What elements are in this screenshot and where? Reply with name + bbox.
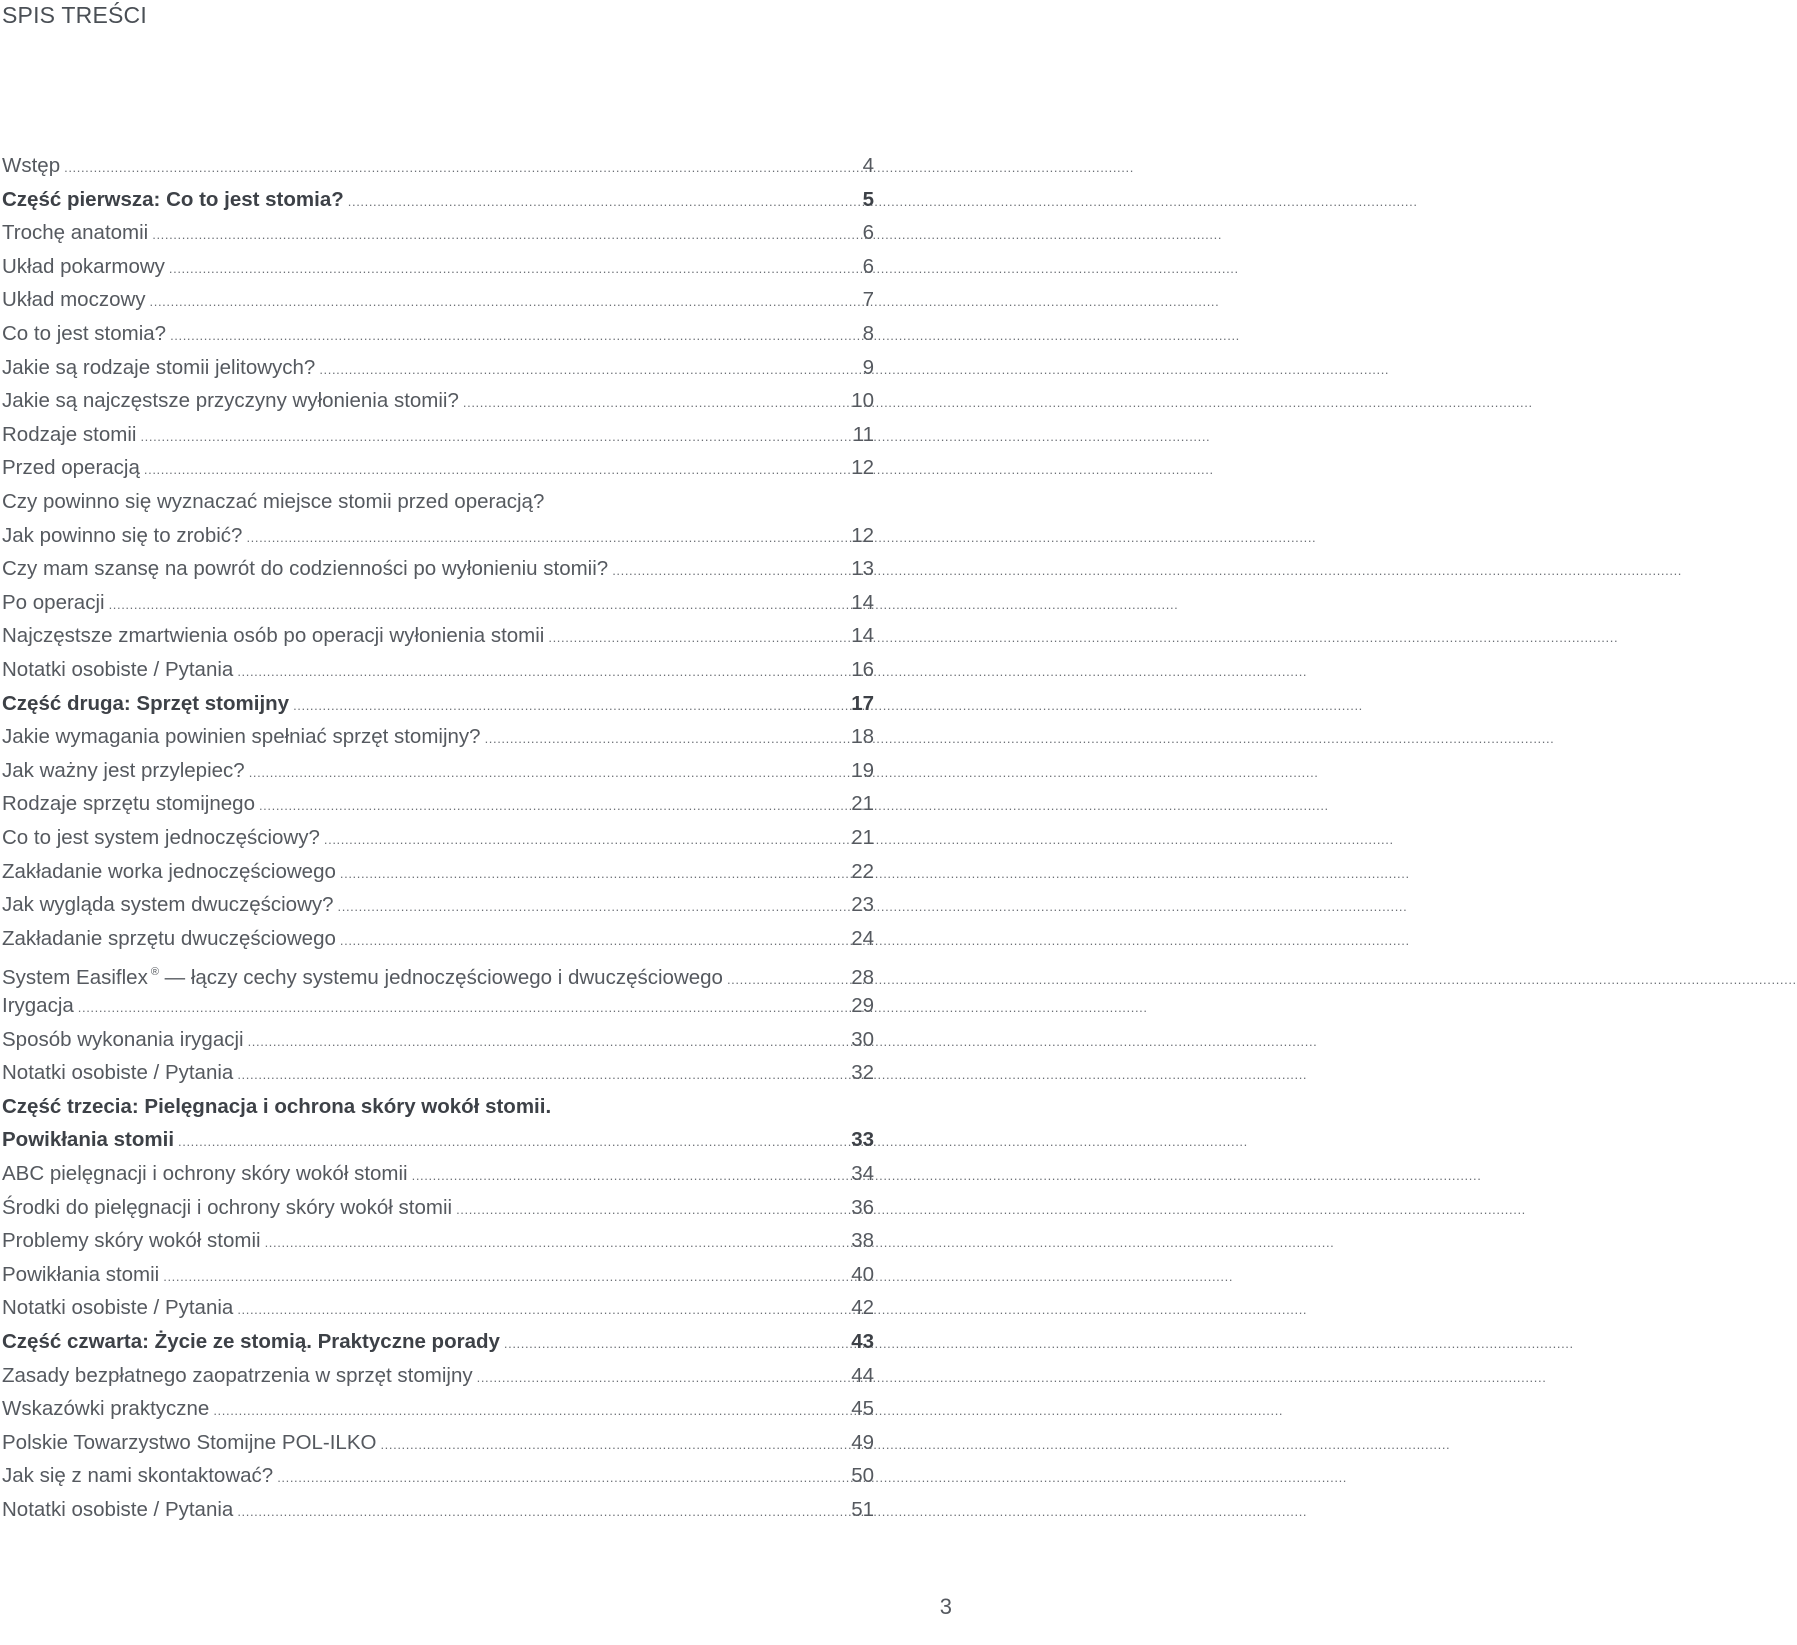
- dot-leader: [237, 657, 846, 687]
- toc-entry[interactable]: [2, 218, 874, 248]
- toc-entry-label: [2, 285, 146, 315]
- toc-entry-page: 6: [862, 221, 874, 245]
- toc-entry-title: Po operacji: [2, 590, 105, 614]
- dot-leader: [152, 220, 846, 250]
- toc-entry-title: Jakie wymagania powinien spełniać sprzęt stomijny?: [2, 725, 481, 749]
- toc-entry-label: [2, 1495, 233, 1525]
- toc-entry-title: Rodzaje stomii: [2, 422, 137, 446]
- toc-entry[interactable]: [2, 890, 874, 920]
- dot-leader: [485, 724, 846, 754]
- toc-entry-page: 19: [851, 758, 874, 782]
- toc-entry-title: Jakie są najczęstsze przyczyny wyłonienia stomii?: [2, 389, 459, 413]
- toc-entry-page: 30: [851, 1027, 874, 1051]
- dot-leader: [150, 287, 846, 317]
- toc-entry-title: Sposób wykonania irygacji: [2, 1027, 244, 1051]
- toc-entry-title: Wskazówki praktyczne: [2, 1397, 210, 1421]
- toc-entry[interactable]: [2, 386, 874, 416]
- toc-entry-label: [2, 1327, 500, 1357]
- toc-entry[interactable]: [2, 151, 874, 181]
- toc-entry-label: [2, 1058, 233, 1088]
- toc-entry-title: System Easiflex: [2, 966, 148, 990]
- toc-entry-label: [2, 386, 459, 416]
- toc-entry-page: 36: [851, 1195, 874, 1219]
- toc-entry[interactable]: [2, 655, 874, 685]
- toc-entry[interactable]: [2, 453, 874, 483]
- toc-entry-page: 40: [851, 1262, 874, 1286]
- toc-entry[interactable]: [2, 252, 874, 282]
- toc-entry-page: 17: [851, 691, 874, 715]
- em-dash: —: [158, 966, 191, 990]
- toc-entry-page: 18: [851, 725, 874, 749]
- toc-entry-label: [2, 319, 166, 349]
- dot-leader: [477, 1363, 846, 1393]
- dot-leader: [237, 1060, 846, 1090]
- dot-leader: [548, 623, 846, 653]
- toc-entry-page: 29: [851, 994, 874, 1017]
- toc-entry-page: 11: [852, 422, 874, 446]
- toc-entry-page: 14: [851, 590, 874, 614]
- toc-entry-title: Notatki osobiste / Pytania: [2, 1296, 234, 1320]
- toc-entry-title: Najczęstsze zmartwienia osób po operacji wyłonienia stomii: [2, 624, 545, 648]
- toc-entry-page: 8: [862, 322, 874, 345]
- toc-entry[interactable]: [2, 588, 874, 618]
- toc-entry[interactable]: [2, 420, 874, 450]
- toc-entry[interactable]: [2, 924, 874, 954]
- toc-entry-label: [2, 218, 148, 248]
- toc-entry[interactable]: [2, 722, 874, 752]
- toc-entry[interactable]: [2, 823, 874, 853]
- dot-leader: [213, 1396, 846, 1426]
- dot-leader: [348, 187, 846, 217]
- toc-entry-label: [2, 621, 544, 651]
- toc-entry[interactable]: [2, 756, 874, 786]
- toc-entry[interactable]: [2, 1461, 874, 1491]
- toc-entry-label: [2, 453, 140, 483]
- toc-entry-title: Notatki osobiste / Pytania: [2, 658, 234, 681]
- toc-entry-page: 45: [851, 1397, 874, 1421]
- toc-entry-label: [2, 1125, 174, 1155]
- page-title: SPIS TREŚCI: [2, 2, 147, 28]
- toc-entry-label: [2, 924, 336, 954]
- dot-leader: [178, 1127, 846, 1157]
- toc-entry[interactable]: [2, 1361, 874, 1391]
- toc-entry[interactable]: [2, 353, 874, 383]
- toc-entry-title: Jak powinno się to zrobić?: [2, 523, 243, 547]
- toc-entry-page: 42: [851, 1296, 874, 1320]
- toc-entry-page: 21: [851, 792, 874, 816]
- toc-entry-label: [2, 554, 608, 584]
- toc-entry[interactable]: [2, 319, 874, 349]
- dot-leader: [237, 1497, 846, 1527]
- toc-entry-title: Jakie są rodzaje stomii jelitowych?: [2, 355, 316, 379]
- dot-leader: [463, 388, 846, 418]
- toc-entry-page: 22: [851, 859, 874, 883]
- dot-leader: [340, 859, 846, 889]
- toc-entry-page: 50: [851, 1464, 874, 1488]
- dot-leader: [248, 1027, 846, 1057]
- dot-leader: [612, 556, 846, 586]
- toc-entry[interactable]: [2, 857, 874, 887]
- toc-entry[interactable]: [2, 957, 874, 990]
- toc-entry[interactable]: [2, 1260, 874, 1290]
- dot-leader: [169, 254, 846, 284]
- toc-entry-page: 28: [851, 966, 874, 990]
- toc-entry-title: Jak wygląda system dwuczęściowy?: [2, 893, 334, 917]
- toc-entry-label: [2, 1361, 473, 1391]
- toc-entry-page: 49: [851, 1430, 874, 1454]
- toc-entry-page: 32: [851, 1061, 874, 1085]
- toc-entry-title: Jak się z nami skontaktować?: [2, 1464, 274, 1488]
- page-number: 3: [939, 1594, 952, 1619]
- toc-entry-page: 21: [851, 826, 874, 849]
- toc-entry[interactable]: [2, 1025, 874, 1055]
- toc-entry[interactable]: [2, 1226, 874, 1256]
- toc-entry[interactable]: [2, 1159, 874, 1189]
- toc-entry-label: [2, 588, 105, 618]
- toc-entry-title: Jak ważny jest przylepiec?: [2, 758, 245, 782]
- toc-entry-page: 9: [862, 355, 874, 379]
- toc-entry[interactable]: [2, 1428, 874, 1458]
- toc-entry-label: [2, 1193, 452, 1223]
- toc-entry-title: Powikłania stomii: [2, 1262, 160, 1286]
- toc-entry[interactable]: [2, 1193, 874, 1223]
- toc-entry-page: 24: [851, 926, 874, 950]
- toc-entry-label: [2, 991, 74, 1021]
- toc-entry[interactable]: [2, 521, 874, 551]
- dot-leader: [412, 1161, 846, 1191]
- toc-entry-title-suffix: łączy cechy systemu jednoczęściowego i dwuczęściowego: [190, 966, 723, 990]
- toc-entry-label: [2, 957, 723, 993]
- toc-entry-title: Część pierwsza: Co to jest stomia?: [2, 187, 344, 211]
- toc-entry-label: [2, 521, 242, 551]
- toc-entry-label: [2, 1293, 233, 1323]
- toc-entry-label: [2, 789, 255, 819]
- toc-entry[interactable]: [2, 285, 874, 315]
- toc-entry-page: 14: [851, 624, 874, 648]
- dot-leader: [170, 321, 846, 351]
- toc-entry[interactable]: [2, 185, 874, 215]
- registered-mark: ®: [150, 966, 159, 979]
- toc-entry[interactable]: [2, 1327, 874, 1357]
- toc-entry-title: Irygacja: [2, 994, 74, 1017]
- toc-entry-label: [2, 151, 60, 181]
- toc-entry-title: Część trzecia: Pielęgnacja i ochrona skóry wokół stomii.: [2, 1094, 552, 1118]
- toc-entry-page: 4: [862, 154, 874, 177]
- toc-entry-label: [2, 1428, 376, 1458]
- toc-entry-label: [2, 722, 481, 752]
- toc-entry-label: [2, 823, 320, 853]
- dot-leader: [319, 355, 846, 385]
- dot-leader: [237, 1295, 846, 1325]
- toc-entry-page: 34: [851, 1162, 874, 1185]
- toc-entry[interactable]: [2, 1394, 874, 1424]
- dot-leader: [109, 590, 846, 620]
- toc-entry-page: 12: [851, 456, 874, 480]
- toc-entry-page: 51: [851, 1498, 874, 1521]
- toc-entry-label: [2, 252, 165, 282]
- dot-leader: [144, 455, 846, 485]
- dot-leader: [265, 1228, 846, 1258]
- dot-leader: [338, 892, 846, 922]
- toc-entry-page: 5: [862, 187, 874, 211]
- toc-entry-label: [2, 420, 136, 450]
- dot-leader: [64, 153, 846, 183]
- toc-entry-label: [2, 1092, 551, 1122]
- toc-entry-title: Zakładanie sprzętu dwuczęściowego: [2, 926, 336, 950]
- toc-entry-title: Zasady bezpłatnego zaopatrzenia w sprzęt stomijny: [2, 1363, 473, 1387]
- toc-entry[interactable]: [2, 1293, 874, 1323]
- toc-entry-page: 38: [851, 1229, 874, 1253]
- toc-entry-title: Co to jest system jednoczęściowy?: [2, 826, 320, 849]
- toc-entry-title: Notatki osobiste / Pytania: [2, 1498, 234, 1521]
- toc-entry[interactable]: [2, 1058, 874, 1088]
- dot-leader: [246, 523, 846, 553]
- toc-entry-title: ABC pielęgnacji i ochrony skóry wokół stomii: [2, 1162, 408, 1185]
- toc-entry-title: Problemy skóry wokół stomii: [2, 1229, 261, 1253]
- toc-entry-label: [2, 1025, 244, 1055]
- toc-entry-title: Przed operacją: [2, 456, 140, 480]
- toc-entry[interactable]: [2, 554, 874, 584]
- toc-entry-label: [2, 487, 544, 517]
- toc-entry-title: Powikłania stomii: [2, 1128, 175, 1152]
- toc-entry-title: Notatki osobiste / Pytania: [2, 1061, 234, 1085]
- dot-leader: [380, 1430, 846, 1460]
- toc-entry-label: [2, 689, 289, 719]
- toc-entry-title: Czy powinno się wyznaczać miejsce stomii przed operacją?: [2, 490, 545, 513]
- toc-entry-title: Część druga: Sprzęt stomijny: [2, 691, 290, 715]
- toc-entry-page: 13: [851, 557, 874, 581]
- dot-leader: [277, 1463, 846, 1493]
- toc-entry[interactable]: [2, 991, 874, 1021]
- dot-leader: [78, 993, 846, 1023]
- toc-entry-label: [2, 1159, 408, 1189]
- toc-entry-title: Wstęp: [2, 154, 61, 177]
- toc-entry-label: [2, 185, 344, 215]
- toc-entry[interactable]: [2, 789, 874, 819]
- toc-entry-page: 44: [851, 1363, 874, 1387]
- toc-entry-page: 43: [851, 1330, 874, 1353]
- dot-leader: [293, 691, 846, 721]
- toc-entry-page: 12: [851, 523, 874, 547]
- toc-entry[interactable]: [2, 1495, 874, 1525]
- toc-entry-label: [2, 353, 315, 383]
- toc-entry-page: 7: [862, 288, 874, 312]
- toc-entry-label: [2, 857, 336, 887]
- toc-entry-title: Rodzaje sprzętu stomijnego: [2, 792, 255, 816]
- toc-entry-page: 23: [851, 893, 874, 917]
- dot-leader: [259, 791, 846, 821]
- toc-entry-label: [2, 1461, 273, 1491]
- toc-entry-label: [2, 890, 334, 920]
- toc-entry[interactable]: [2, 487, 874, 517]
- toc-entry[interactable]: [2, 1092, 874, 1122]
- toc-entry-title: Co to jest stomia?: [2, 322, 167, 345]
- toc-entry-label: [2, 1226, 261, 1256]
- toc-entry-title: Trochę anatomii: [2, 221, 149, 245]
- toc-entry-title: Polskie Towarzystwo Stomijne POL-ILKO: [2, 1430, 377, 1454]
- dot-leader: [456, 1195, 846, 1225]
- toc-entry-label: [2, 756, 245, 786]
- toc-entry-title: Czy mam szansę na powrót do codzienności po wyłonieniu stomii?: [2, 557, 609, 581]
- toc-entry-label: [2, 655, 233, 685]
- dot-leader: [340, 926, 846, 956]
- toc-entry-title: Środki do pielęgnacji i ochrony skóry wokół stomii: [2, 1195, 453, 1219]
- toc-entry-page: 33: [851, 1128, 874, 1152]
- toc-entry-title: Układ moczowy: [2, 288, 146, 312]
- dot-leader: [324, 825, 846, 855]
- toc-entry[interactable]: [2, 621, 874, 651]
- toc-entry-page: 16: [851, 658, 874, 681]
- dot-leader: [140, 422, 846, 452]
- toc-entry-label: [2, 1260, 159, 1290]
- dot-leader: [504, 1329, 846, 1359]
- toc-entry[interactable]: [2, 689, 874, 719]
- toc-entry[interactable]: [2, 1125, 874, 1155]
- dot-leader: [249, 758, 846, 788]
- toc-entry-title: Zakładanie worka jednoczęściowego: [2, 859, 336, 883]
- dot-leader: [163, 1262, 846, 1292]
- toc-entry-label: [2, 1394, 209, 1424]
- toc-entry-title: Część czwarta: Życie ze stomią. Praktyczne porady: [2, 1330, 500, 1353]
- toc-entry-title: Układ pokarmowy: [2, 254, 165, 278]
- toc-entry-page: 6: [862, 254, 874, 278]
- toc-entry-page: 10: [851, 389, 874, 413]
